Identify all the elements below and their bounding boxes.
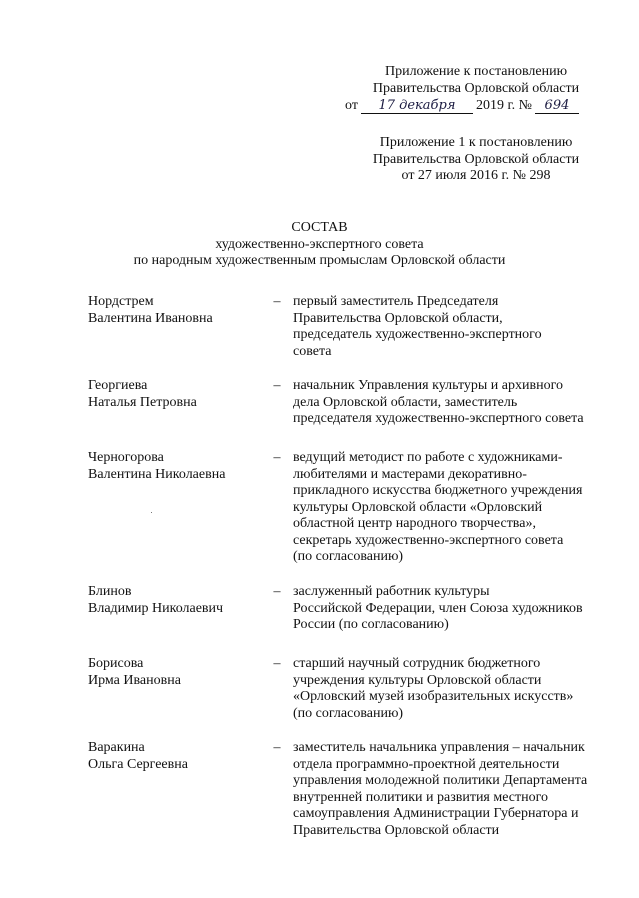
member-name: [88, 584, 268, 617]
member-role: [293, 378, 618, 428]
dash-separator: –: [273, 378, 281, 393]
member-given-name: Наталья Петровна: [88, 394, 197, 410]
role-line: (по согласованию): [293, 549, 404, 564]
dash-separator: –: [273, 584, 281, 599]
header2-line-2: Правительства Орловской области: [372, 151, 580, 167]
member-name: [88, 656, 268, 689]
member-given-name: Ирма Ивановна: [88, 672, 181, 688]
header2-line-3: от 27 июля 2016 г. № 298: [401, 168, 551, 183]
handwritten-date: 17 декабря: [361, 99, 473, 114]
member-given-name: Валентина Николаевна: [88, 466, 226, 482]
member-given-name: Владимир Николаевич: [88, 600, 224, 616]
member-name: [88, 294, 268, 327]
dash-separator: –: [273, 450, 281, 465]
role-line: совета: [293, 343, 332, 359]
role-line: заслуженный работник культуры: [293, 584, 490, 599]
role-line: любителями и мастерами декоративно-: [293, 466, 527, 482]
role-line: (по согласованию): [293, 705, 404, 721]
role-line: Российской Федерации, член Союза художников: [293, 600, 583, 616]
role-line: старший научный сотрудник бюджетного: [293, 656, 541, 671]
member-role: [293, 294, 618, 360]
role-line: секретарь художественно-экспертного совета: [293, 532, 564, 548]
role-line: отдела программно-проектной деятельности: [293, 756, 560, 772]
member-surname: Георгиева: [88, 378, 148, 393]
member-surname: Черногорова: [88, 450, 164, 465]
role-line: самоуправления Администрации Губернатора и: [293, 806, 579, 821]
member-surname: Нордстрем: [88, 294, 154, 309]
document-title: [0, 220, 639, 270]
role-line: председателя художественно-экспертного совета: [293, 411, 584, 426]
role-line: Правительства Орловской области: [293, 822, 500, 838]
header2-line-1: Приложение 1 к постановлению: [379, 135, 573, 150]
dash-separator: –: [273, 656, 281, 671]
role-line: «Орловский музей изобразительных искусств»: [293, 689, 574, 704]
member-role: [293, 450, 618, 566]
header-approval-block: [340, 64, 612, 97]
role-line: Правительства Орловской области,: [293, 310, 503, 326]
role-line: России (по согласованию): [293, 617, 449, 632]
role-line: управления молодежной политики Департамента: [293, 773, 588, 788]
member-name: [88, 740, 268, 773]
title-heading: СОСТАВ: [291, 220, 348, 235]
role-line: председатель художественно-экспертного: [293, 327, 542, 342]
resolution-date-line: [345, 98, 605, 115]
date-year: 2019 г. №: [475, 98, 532, 113]
role-line: внутренней политики и развития местного: [293, 789, 549, 805]
role-line: дела Орловской области, заместитель: [293, 394, 518, 410]
role-line: заместитель начальника управления – начальник: [293, 740, 585, 755]
scan-speck: [151, 512, 152, 513]
role-line: первый заместитель Председателя: [293, 294, 499, 309]
role-line: прикладного искусства бюджетного учреждения: [293, 483, 583, 498]
member-surname: Варакина: [88, 740, 145, 755]
member-name: [88, 450, 268, 483]
header-line-1: Приложение к постановлению: [384, 64, 568, 79]
role-line: областной центр народного творчества»,: [293, 516, 536, 531]
member-name: [88, 378, 268, 411]
member-given-name: Ольга Сергеевна: [88, 756, 188, 772]
role-line: ведущий методист по работе с художниками-: [293, 450, 563, 465]
member-surname: Блинов: [88, 584, 132, 599]
role-line: начальник Управления культуры и архивного: [293, 378, 563, 393]
title-line-2: по народным художественным промыслам Орловской области: [133, 253, 506, 268]
member-surname: Борисова: [88, 656, 144, 671]
member-role: [293, 740, 618, 839]
title-line-1: художественно-экспертного совета: [215, 236, 424, 252]
member-role: [293, 584, 618, 634]
dash-separator: –: [273, 740, 281, 755]
header-line-2: Правительства Орловской области: [372, 80, 580, 96]
dash-separator: –: [273, 294, 281, 309]
date-prefix: от: [345, 98, 358, 113]
member-given-name: Валентина Ивановна: [88, 310, 213, 326]
role-line: учреждения культуры Орловской области: [293, 672, 542, 688]
role-line: культуры Орловской области «Орловский: [293, 499, 543, 515]
handwritten-number: 694: [535, 99, 579, 114]
header-previous-resolution-block: [340, 135, 612, 185]
member-role: [293, 656, 618, 722]
